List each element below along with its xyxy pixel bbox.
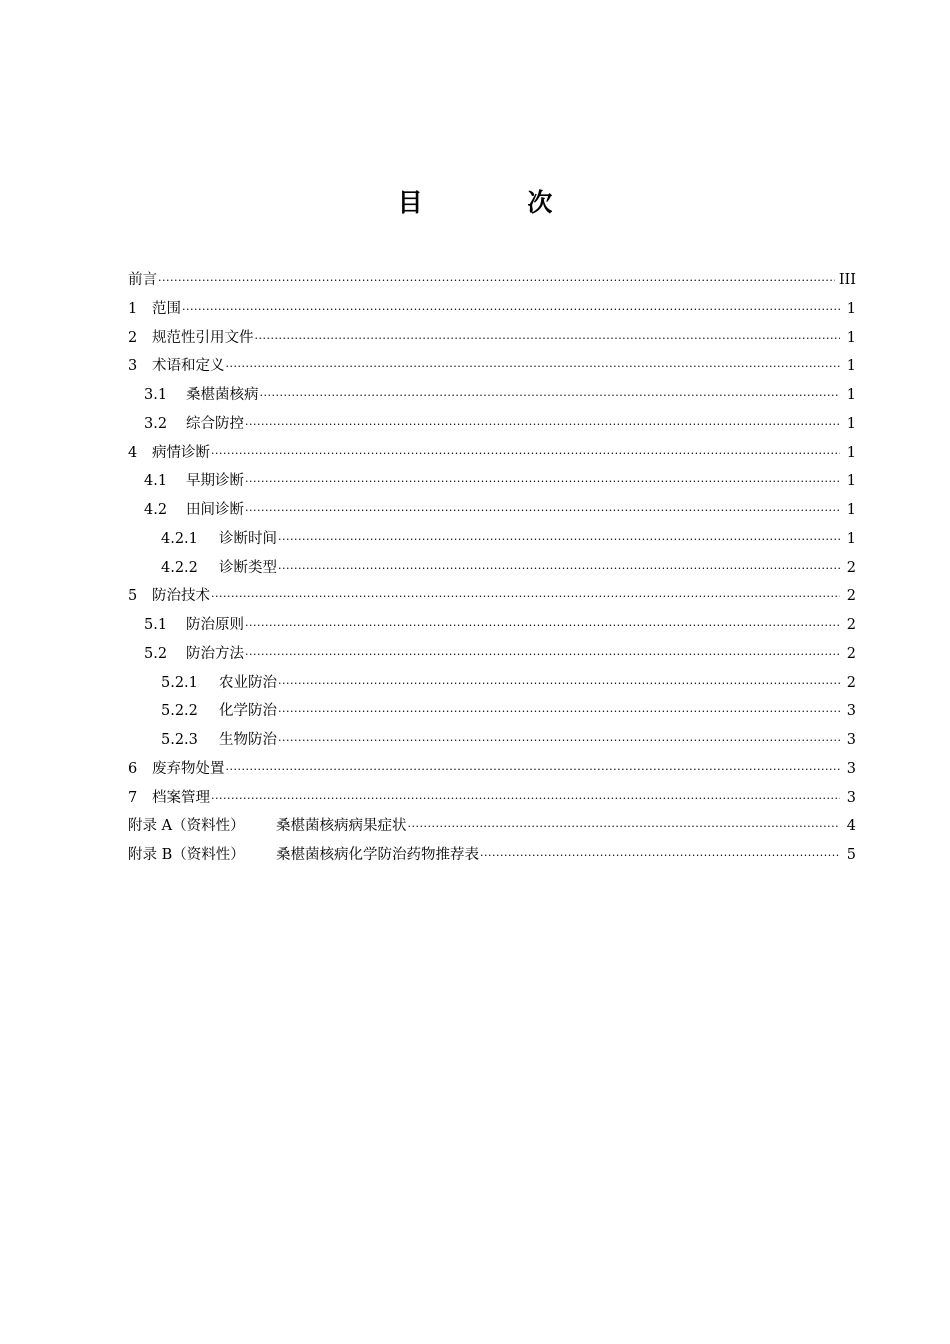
toc-entry-number: 6 <box>128 760 138 777</box>
toc-entry-title: 化学防治 <box>219 703 277 720</box>
toc-leader-dots <box>158 267 835 296</box>
toc-entry-page: 2 <box>846 617 856 633</box>
toc-entry-number: 5.2 <box>144 645 168 662</box>
toc-entry-title: 病情诊断 <box>152 444 210 461</box>
toc-entry-title: 档案管理 <box>152 789 210 806</box>
toc-entry-number: 附录 B（资料性） <box>128 847 245 863</box>
toc-entry-title: 防治方法 <box>186 645 244 662</box>
toc-entry-title: 术语和定义 <box>152 358 225 375</box>
toc-entry-number: 5.1 <box>144 617 168 633</box>
page-title: 目 次 <box>397 188 601 217</box>
toc-entry-title: 范围 <box>152 300 181 317</box>
toc-entry-page: 1 <box>846 387 856 403</box>
toc-entry-number: 4.1 <box>144 473 168 490</box>
toc-entry-foreword[interactable] <box>128 266 856 295</box>
toc-entry-3[interactable] <box>128 352 856 381</box>
toc-entry-6[interactable] <box>128 755 856 784</box>
toc-entry-5-2-3[interactable] <box>128 726 856 755</box>
toc-entry-title: 防治原则 <box>186 617 244 633</box>
toc-leader-dots <box>480 842 840 871</box>
toc-leader-dots <box>245 641 840 670</box>
toc-leader-dots <box>278 555 840 584</box>
toc-leader-dots <box>255 325 841 354</box>
table-of-contents <box>128 266 856 870</box>
toc-entry-5-2-2[interactable] <box>128 697 856 726</box>
toc-entry-number: 4.2.1 <box>161 530 198 547</box>
toc-entry-number: 7 <box>128 789 138 806</box>
toc-entry-title: 防治技术 <box>152 588 210 605</box>
toc-leader-dots <box>260 382 841 411</box>
toc-entry-page: 3 <box>846 789 856 806</box>
toc-entry-4[interactable] <box>128 439 856 468</box>
toc-leader-dots <box>278 698 840 727</box>
toc-entry-page: 3 <box>846 732 856 748</box>
toc-leader-dots <box>226 756 841 785</box>
toc-entry-5[interactable] <box>128 582 856 611</box>
toc-entry-appendix-b[interactable] <box>128 841 856 870</box>
toc-entry-page: 5 <box>846 847 856 863</box>
toc-entry-page: 1 <box>846 502 856 518</box>
toc-entry-title: 田间诊断 <box>186 502 244 518</box>
toc-entry-title: 农业防治 <box>219 674 277 691</box>
toc-entry-title: 综合防控 <box>186 415 244 432</box>
toc-leader-dots <box>182 296 840 325</box>
toc-entry-number: 3.2 <box>144 415 168 432</box>
toc-entry-page: 2 <box>846 645 856 662</box>
toc-entry-title: 前言 <box>128 272 157 288</box>
toc-entry-title: 生物防治 <box>219 732 277 748</box>
toc-leader-dots <box>278 526 840 555</box>
toc-entry-4-2[interactable] <box>128 496 856 525</box>
toc-entry-number: 3.1 <box>144 387 168 403</box>
toc-entry-page: 1 <box>846 358 856 375</box>
toc-entry-title: 早期诊断 <box>186 473 244 490</box>
toc-entry-number: 1 <box>128 300 138 317</box>
toc-entry-page: 3 <box>846 760 856 777</box>
toc-entry-7[interactable] <box>128 784 856 813</box>
toc-leader-dots <box>278 727 840 756</box>
toc-entry-page: 2 <box>846 588 856 605</box>
toc-entry-page: III <box>838 272 856 288</box>
toc-entry-number: 2 <box>128 329 138 346</box>
toc-entry-4-2-2[interactable] <box>128 554 856 583</box>
toc-entry-appendix-a[interactable] <box>128 812 856 841</box>
toc-entry-5-2-1[interactable] <box>128 669 856 698</box>
toc-entry-number: 5.2.3 <box>161 732 198 748</box>
toc-entry-title: 桑椹菌核病化学防治药物推荐表 <box>276 847 479 863</box>
toc-entry-title: 诊断时间 <box>219 530 277 547</box>
toc-entry-number: 4.2 <box>144 502 168 518</box>
toc-leader-dots <box>245 411 840 440</box>
toc-entry-page: 1 <box>846 415 856 432</box>
toc-leader-dots <box>245 612 840 641</box>
toc-entry-page: 1 <box>846 300 856 317</box>
toc-entry-page: 2 <box>846 559 856 576</box>
toc-entry-page: 1 <box>846 444 856 461</box>
toc-leader-dots <box>211 583 840 612</box>
toc-entry-number: 附录 A（资料性） <box>128 818 245 835</box>
toc-entry-page: 2 <box>846 674 856 691</box>
toc-entry-2[interactable] <box>128 324 856 353</box>
toc-leader-dots <box>211 785 840 814</box>
toc-entry-page: 1 <box>846 530 856 547</box>
toc-entry-4-2-1[interactable] <box>128 525 856 554</box>
toc-entry-page: 1 <box>846 473 856 490</box>
toc-leader-dots <box>278 670 840 699</box>
toc-entry-page: 3 <box>846 703 856 720</box>
toc-entry-title: 规范性引用文件 <box>152 329 254 346</box>
toc-entry-title: 诊断类型 <box>219 559 277 576</box>
toc-entry-number: 5.2.2 <box>161 703 198 720</box>
toc-entry-5-1[interactable] <box>128 611 856 640</box>
toc-entry-title: 废弃物处置 <box>152 760 225 777</box>
toc-leader-dots <box>245 468 840 497</box>
toc-entry-title: 桑椹菌核病 <box>186 387 259 403</box>
toc-entry-1[interactable] <box>128 295 856 324</box>
toc-entry-title: 桑椹菌核病病果症状 <box>276 818 407 835</box>
toc-leader-dots <box>226 353 841 382</box>
toc-entry-number: 3 <box>128 358 138 375</box>
toc-entry-4-1[interactable] <box>128 467 856 496</box>
toc-leader-dots <box>408 813 841 842</box>
toc-entry-number: 5 <box>128 588 138 605</box>
toc-leader-dots <box>245 497 840 526</box>
toc-entry-number: 4.2.2 <box>161 559 198 576</box>
toc-entry-3-1[interactable] <box>128 381 856 410</box>
toc-leader-dots <box>211 440 840 469</box>
toc-entry-page: 4 <box>846 818 856 835</box>
toc-entry-number: 4 <box>128 444 138 461</box>
toc-entry-page: 1 <box>846 329 856 346</box>
toc-entry-number: 5.2.1 <box>161 674 198 691</box>
toc-entry-5-2[interactable] <box>128 640 856 669</box>
toc-entry-3-2[interactable] <box>128 410 856 439</box>
